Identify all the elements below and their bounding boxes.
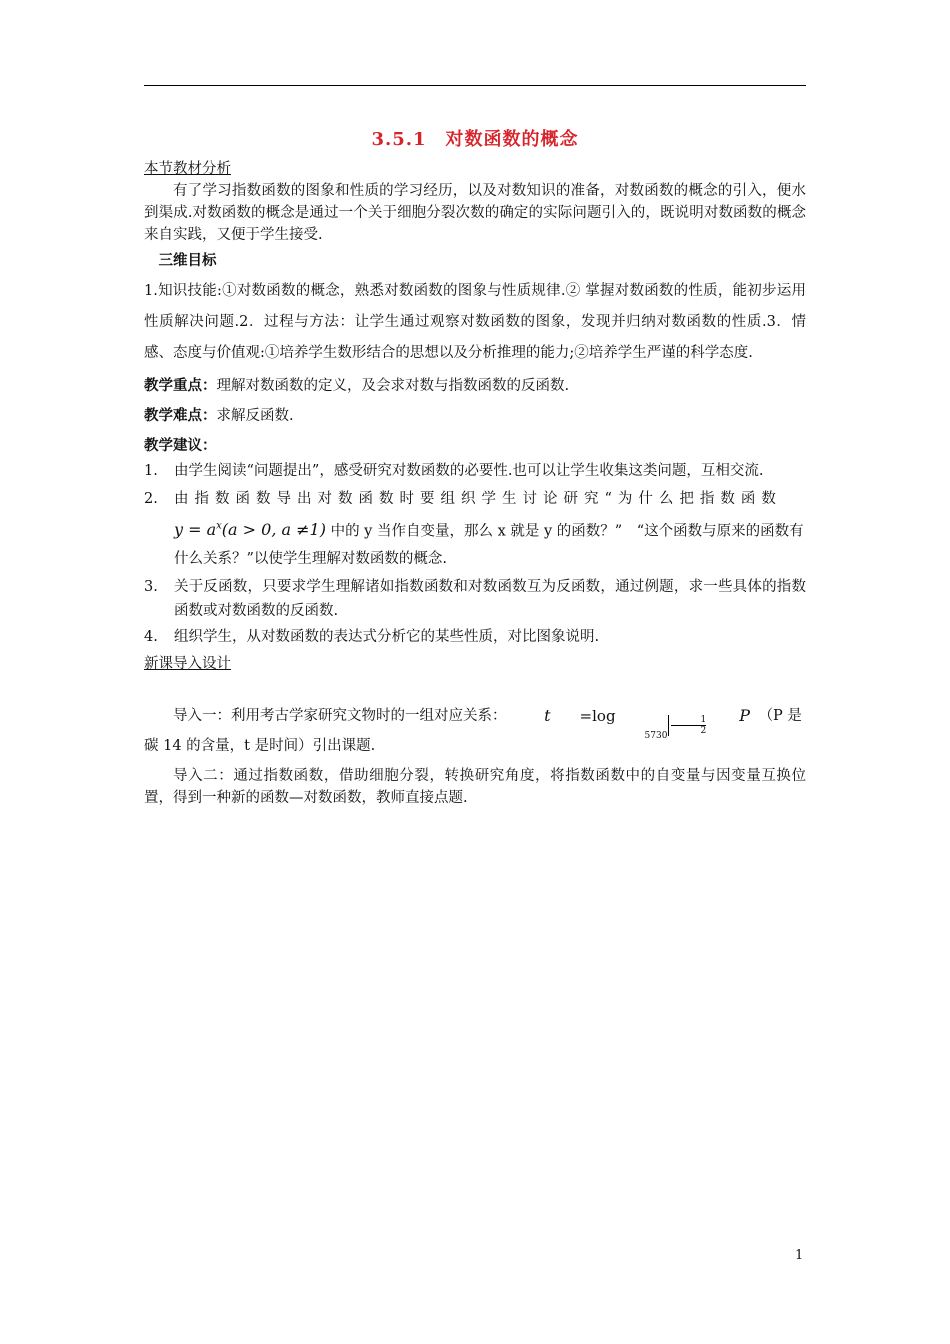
suggestion-item-1 [144,459,806,483]
goals-paragraph: 1.知识技能:①对数函数的概念，熟悉对数函数的图象与性质规律.② 掌握对数函数的性质，能初步运用性质解决问题.2．过程与方法：让学生通过观察对数函数的图象，发现并归纳对数函数的性质.3．情感、态度与价值观:①培养学生数形结合的思想以及分析推理的能力;②培养学生严谨的科学态度. [144,283,806,361]
key-point [144,375,806,397]
key-point-label: 教学重点： [144,377,217,394]
fraction-denominator: 2 [700,726,707,737]
intro-2: 导入二：通过指数函数，借助细胞分裂，转换研究角度，将指数函数中的自变量与因变量互换位置，得到一种新的函数—对数函数，教师直接点题. [144,768,806,807]
formula-p: P [739,706,750,726]
formula-exponent: x [216,521,222,532]
goals-heading: 三维目标 [158,252,217,269]
suggestion-text-b: 中的 y 当作自变量，那么 x 就是 y 的函数？” “这个函数与原来的函数有什么关系？”以使学生理解对数函数的概念. [174,523,804,568]
formula-condition: (a > 0, a ≠1) [221,520,326,540]
document-body [144,118,806,809]
difficulty [144,405,806,427]
suggestion-item-3 [144,575,806,623]
intro-heading: 新课导入设计 [144,656,231,673]
suggestion-item-4 [144,625,806,649]
suggestion-text: 由学生阅读“问题提出”，感受研究对数函数的必要性.也可以让学生收集这类问题，互相交流. [174,463,764,479]
formula-t: t [544,706,551,726]
intro-1-text-a: 导入一：利用考古学家研究文物时的一组对应关系： [173,708,507,725]
suggestion-text: 关于反函数，只要求学生理解诸如指数函数和对数函数互为反函数，通过例题，求一些具体的指数函数或对数函数的反函数. [174,579,806,620]
section-heading-analysis: 本节教材分析 [144,161,231,177]
suggestion-text: 组织学生，从对数函数的表达式分析它的某些性质，对比图象说明. [174,629,600,646]
key-point-text: 理解对数函数的定义，及会求对数与指数函数的反函数. [216,378,570,394]
log-formula [515,701,750,742]
difficulty-label: 教学难点： [144,407,217,424]
suggestion-num: 2. [144,491,158,507]
formula-log: =log [579,707,616,726]
suggestion-item-2 [144,485,806,573]
suggestion-num: 3. [144,579,158,596]
suggestion-num: 4. [144,629,158,646]
intro-1-text-b: （P 是碳 14 的含量，t 是时间）引出课题. [144,708,802,755]
analysis-paragraph: 有了学习指数函数的图象和性质的学习经历，以及对数知识的准备，对数函数的概念的引入，便水到渠成.对数函数的概念是通过一个关于细胞分裂次数的确定的实际问题引入的，既说明对数函数的概念来自实践，又便于学生接受. [144,183,806,243]
formula-base: y = a [174,520,217,540]
suggestions-heading: 教学建议： [144,437,217,454]
fraction-numerator: 1 [671,715,706,726]
difficulty-text: 求解反函数. [216,408,294,424]
formula-root-index: 5730 [644,731,668,742]
formula-exponential [174,520,326,539]
formula-fraction [668,715,706,736]
page-title: 3.5.1 对数函数的概念 [371,129,579,150]
header-rule [144,85,806,86]
intro-1 [144,701,806,761]
suggestion-text-a: 由指数函数导出对数函数时要组织学生讨论研究“为什么把指数函数 [174,491,782,507]
page-number: 1 [795,1248,804,1263]
suggestion-num: 1. [144,463,158,479]
